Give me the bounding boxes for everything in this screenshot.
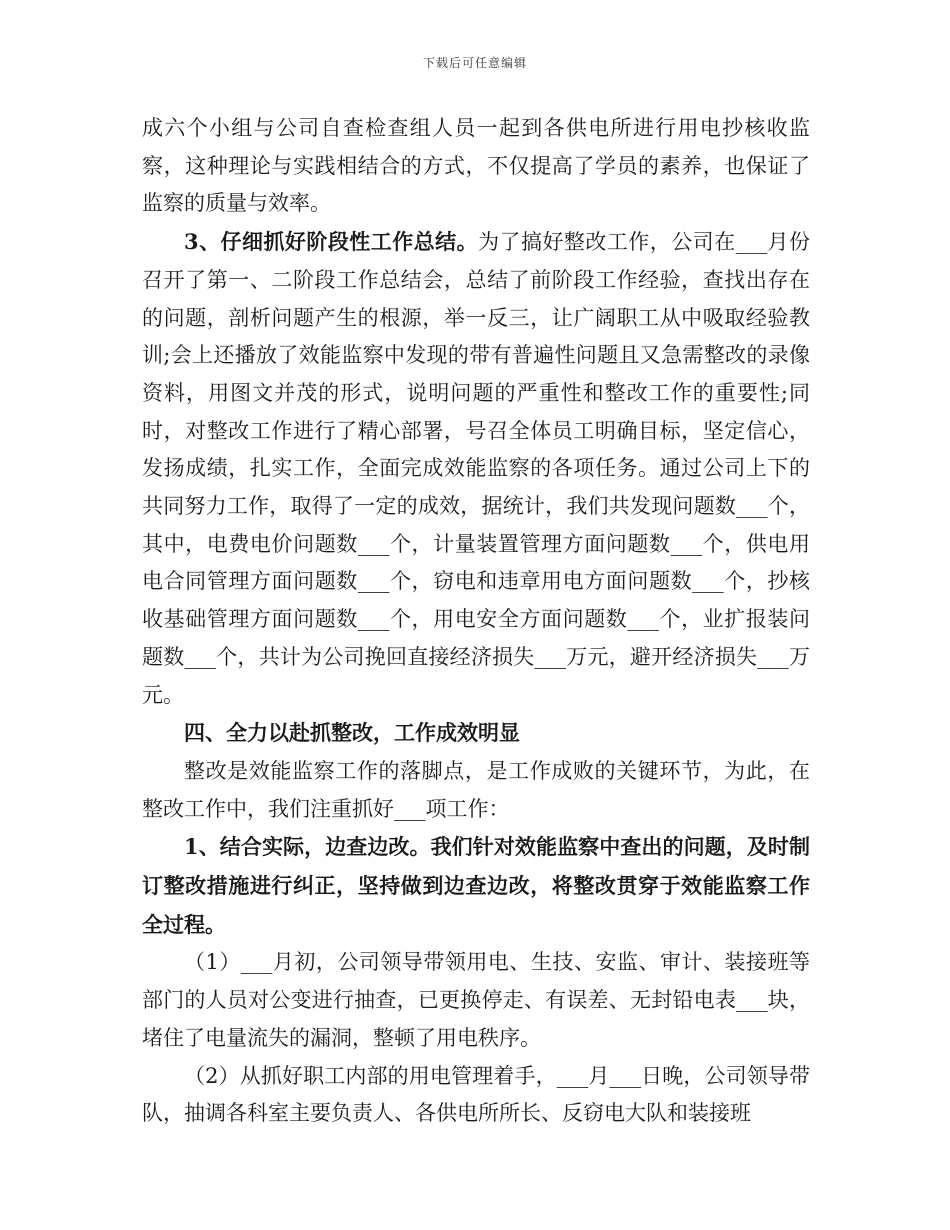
paragraph-text: 为了搞好整改工作，公司在___月份召开了第一、二阶段工作总结会，总结了前阶段工作经验，查找出存在的问题，剖析问题产生的根源，举一反三，让广阔职工从中吸取经验教训;会上还播放了效能监察中发现的带有普遍性问题且又急需整改的录像资料，用图文并茂的形式，说明问题的严重性和整改工作的重要性;同时，对整改工作进行了精心部署，号召全体员工明确目标，坚定信心，发扬成绩，扎实工作，全面完成效能监察的各项任务。通过公司上下的共同努力工作，取得了一定的成效，据统计，我们共发现问题数___个，其中，电费电价问题数___个，计量装置管理方面问题数___个，供电用电合同管理方面问题数___个，窃电和违章用电方面问题数___个，抄核收基础管理方面问题数___个，用电安全方面问题数___个，业扩报装问题数___个，共计为公司挽回直接经济损失___万元，避开经济损失___万元。 [142, 230, 810, 707]
paragraph-text: 整改是效能监察工作的落脚点，是工作成败的关键环节，为此，在整改工作中，我们注重抓好___项工作： [142, 758, 810, 821]
paragraph-lead: 3、仔细抓好阶段性工作总结。 [184, 229, 479, 255]
paragraph-text: （2）从抓好职工内部的用电管理着手，___月___日晚，公司领导带队，抽调各科室主要负责人、各供电所所长、反窃电大队和装接班 [142, 1063, 810, 1126]
paragraph-text: （1）___月初，公司领导带领用电、生技、安监、审计、装接班等部门的人员对公变进行抽查，已更换停走、有误差、无封铅电表___块，堵住了电量流失的漏洞，整顿了用电秩序。 [142, 950, 810, 1050]
paragraph-continuation [142, 110, 810, 223]
paragraph-text: 成六个小组与公司自查检查组人员一起到各供电所进行用电抄核收监察，这种理论与实践相结合的方式，不仅提高了学员的素养，也保证了监察的质量与效率。 [142, 116, 810, 216]
paragraph-lead: 1、结合实际，边查边改。我们针对效能监察中查出的问题，及时制订整改措施进行纠正，坚持做到边查边改，将整改贯穿于效能监察工作全过程。 [142, 834, 810, 937]
section-heading-four [142, 714, 810, 753]
paragraph-item-one [142, 828, 810, 944]
document-body [142, 110, 810, 1133]
paragraph-subitem-one [142, 944, 810, 1057]
paragraph-rectification-intro [142, 753, 810, 828]
paragraph-subitem-two [142, 1058, 810, 1133]
section-heading-text: 四、全力以赴抓整改，工作成效明显 [184, 720, 520, 746]
page-header: 下载后可任意编辑 [422, 56, 527, 70]
paragraph-stage-summary [142, 223, 810, 714]
